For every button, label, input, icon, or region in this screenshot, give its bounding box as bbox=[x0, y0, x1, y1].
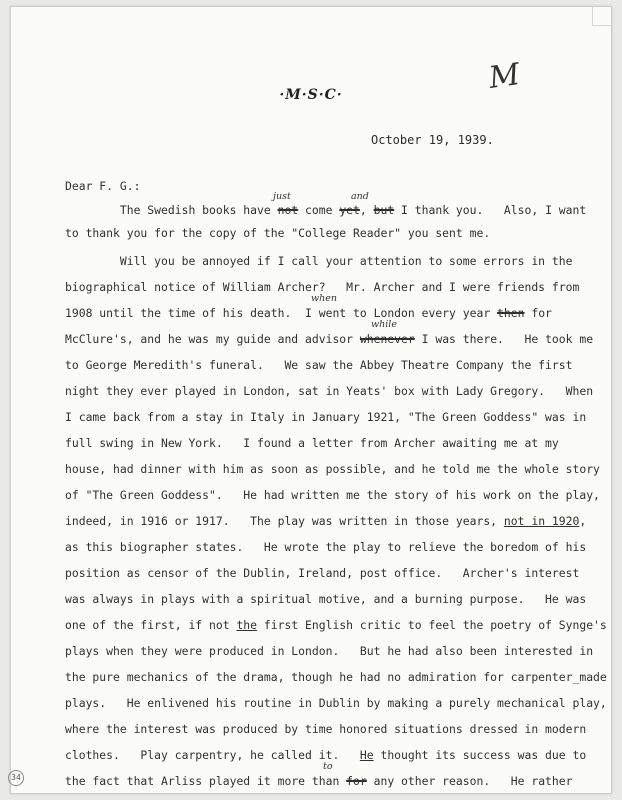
insertion-when: when bbox=[311, 293, 337, 304]
salutation: Dear F. G.: bbox=[65, 179, 141, 193]
body-line: position as censor of the Dublin, Ireland, post office. Archer's interest bbox=[65, 566, 580, 580]
body-line: 1908 until the time of his death. I went to London every year then for bbox=[65, 306, 552, 320]
handwritten-initial: M bbox=[486, 57, 523, 96]
body-line: to thank you for the copy of the "College Reader" you sent me. bbox=[65, 226, 491, 240]
body-line: indeed, in 1916 or 1917. The play was written in those years, not in 1920, bbox=[65, 514, 587, 528]
body-line: was always in plays with a spiritual motive, and a burning purpose. He was bbox=[65, 592, 587, 606]
body-line: plays when they were produced in London. But he had also been interested in bbox=[65, 644, 594, 658]
insertion-while: while bbox=[371, 319, 397, 330]
body-line: full swing in New York. I found a letter from Archer awaiting me at my bbox=[65, 436, 559, 450]
body-line: where the interest was produced by time honored situations dressed in modern bbox=[65, 722, 587, 736]
body-line: plays. He enlivened his routine in Dublin by making a purely mechanical play, bbox=[65, 696, 607, 710]
insertion-to: to bbox=[323, 761, 333, 772]
body-line: as this biographer states. He wrote the play to relieve the boredom of his bbox=[65, 540, 587, 554]
body-line: The Swedish books have not come yet, but I thank you. Also, I want bbox=[65, 203, 587, 217]
letterhead-monogram: ·M·S·C· bbox=[279, 87, 343, 103]
body-line: one of the first, if not the first English critic to feel the poetry of Synge's bbox=[65, 618, 607, 632]
body-line: the fact that Arliss played it more than for any other reason. He rather bbox=[65, 774, 573, 788]
letter-date: October 19, 1939. bbox=[371, 133, 494, 147]
insertion-and: and bbox=[351, 191, 369, 202]
body-line: house, had dinner with him as soon as possible, and he told me the whole story bbox=[65, 462, 600, 476]
letter-page bbox=[10, 6, 612, 794]
page-number-stamp: 34 bbox=[8, 770, 24, 786]
body-line: I came back from a stay in Italy in January 1921, "The Green Goddess" was in bbox=[65, 410, 587, 424]
insertion-just: just bbox=[273, 191, 291, 202]
body-line: Will you be annoyed if I call your attention to some errors in the bbox=[65, 254, 573, 268]
body-line: biographical notice of William Archer? Mr. Archer and I were friends from bbox=[65, 280, 580, 294]
body-line: night they ever played in London, sat in Yeats' box with Lady Gregory. When bbox=[65, 384, 594, 398]
body-line: the pure mechanics of the drama, though he had no admiration for carpenter_made bbox=[65, 670, 607, 684]
body-line: to George Meredith's funeral. We saw the Abbey Theatre Company the first bbox=[65, 358, 573, 372]
page-corner bbox=[592, 7, 611, 26]
body-line: clothes. Play carpentry, he called it. He thought its success was due to bbox=[65, 748, 587, 762]
body-line: of "The Green Goddess". He had written me the story of his work on the play, bbox=[65, 488, 600, 502]
body-line: McClure's, and he was my guide and advisor whenever I was there. He took me bbox=[65, 332, 594, 346]
